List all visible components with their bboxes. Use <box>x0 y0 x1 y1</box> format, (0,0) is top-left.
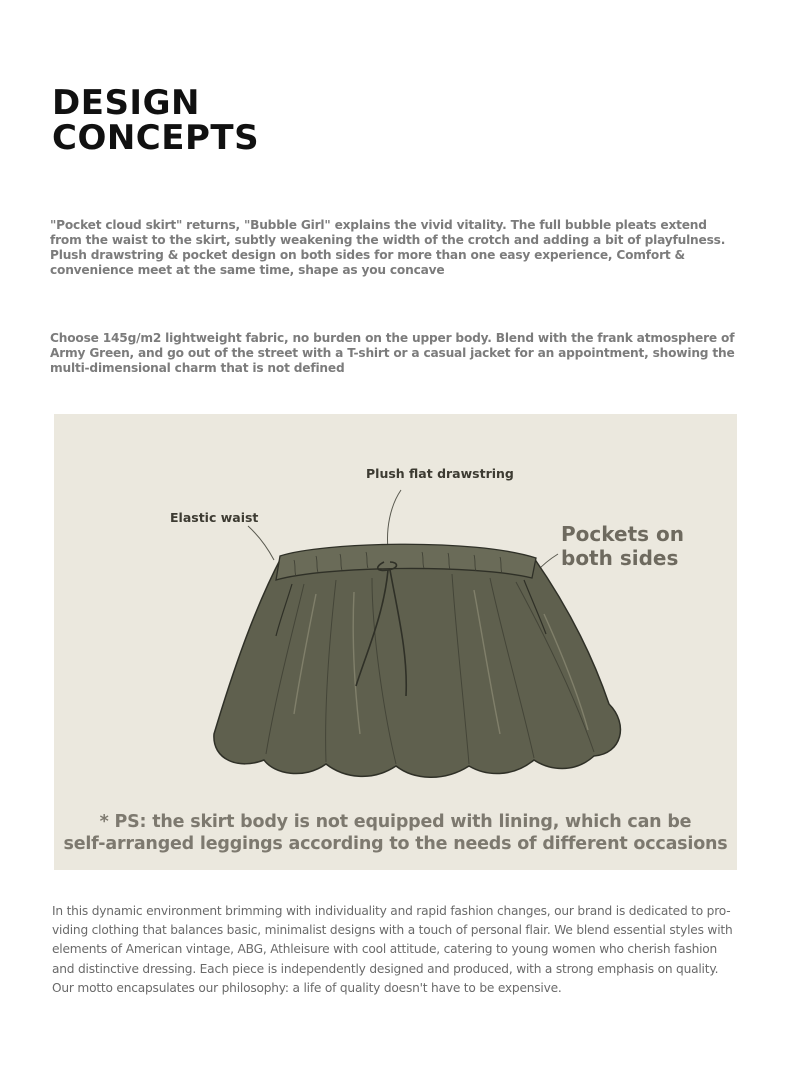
brand-description <box>52 902 742 998</box>
brand-line-5: Our motto encapsulates our philosophy: a life of quality doesn't have to be expensive. <box>52 980 562 995</box>
skirt-illustration-panel <box>54 414 737 870</box>
brand-line-1: In this dynamic environment brimming with individuality and rapid fashion changes, our brand is dedicated to pro- <box>52 904 731 918</box>
lining-note <box>54 811 737 855</box>
brand-line-2: viding clothing that balances basic, minimalist designs with a touch of personal flair. We blend essential styles with <box>52 923 733 938</box>
page-title-line-2: CONCEPTS <box>52 118 260 158</box>
intro-paragraph-1: "Pocket cloud skirt" returns, "Bubble Girl" explains the vivid vitality. The full bubble pleats extend from the waist to the skirt, subtly weakening the width of the crotch and adding a bit of playfulness. Plush drawstring & pocket design on both sides for more than one easy experience, Comfort & convenience meet at the same time, shape as you concave <box>50 218 726 277</box>
brand-line-3: elements of American vintage, ABG, Athleisure with cool attitude, catering to young women who cherish fashion <box>52 942 718 957</box>
drawstring-leader-line <box>388 490 401 549</box>
elastic-waist-label: Elastic waist <box>170 510 259 525</box>
pockets-label: Pockets on both sides <box>561 522 684 570</box>
elastic-leader-line <box>248 526 274 560</box>
brand-line-4: and distinctive dressing. Each piece is independently designed and produced, with a strong emphasis on quality. <box>52 961 719 976</box>
page-title <box>52 83 260 158</box>
intro-paragraph-2: Choose 145g/m2 lightweight fabric, no burden on the upper body. Blend with the frank atmosphere of Army Green, and go out of the street with a T-shirt or a casual jacket for an appointment, showing the multi-dimensional charm that is not defined <box>50 331 735 375</box>
lining-note-line-2: self-arranged leggings according to the needs of different occasions <box>63 834 728 854</box>
skirt-illustration <box>54 414 737 870</box>
skirt-body <box>214 546 621 778</box>
drawstring-label: Plush flat drawstring <box>366 466 514 481</box>
page-title-line-1: DESIGN <box>52 83 200 123</box>
lining-note-line-1: * PS: the skirt body is not equipped with lining, which can be <box>99 812 692 832</box>
